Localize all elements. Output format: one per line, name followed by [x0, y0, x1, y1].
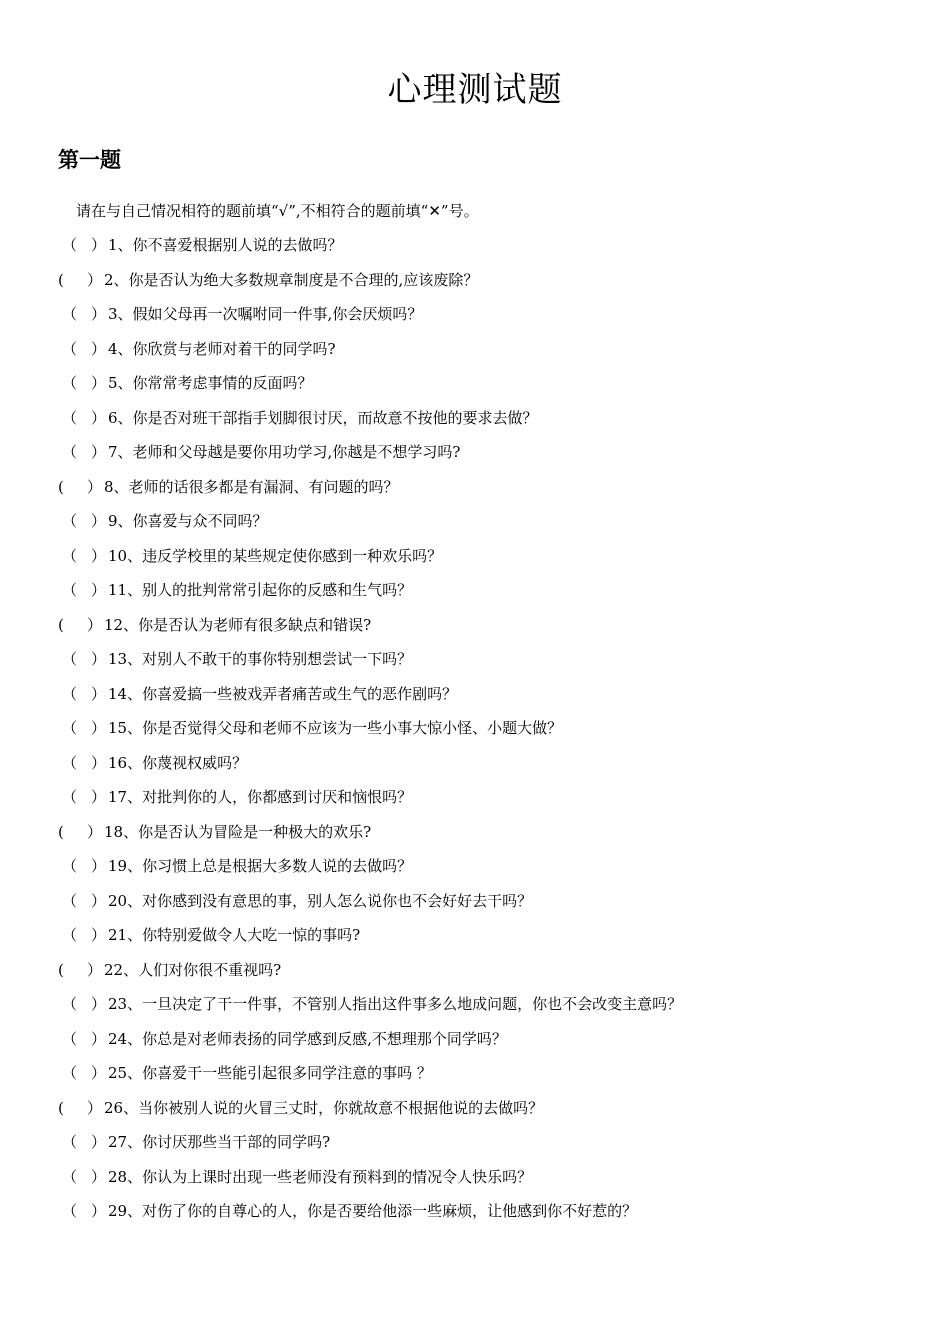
question-text: 26、当你被别人说的火冒三丈时，你就故意不根据他说的去做吗？	[104, 1098, 544, 1117]
open-paren: （	[62, 753, 78, 772]
answer-blank[interactable]	[58, 959, 104, 981]
question-text: 11、别人的批判常常引起你的反感和生气吗？	[108, 581, 413, 599]
question-item	[0, 855, 950, 890]
open-paren: （	[62, 926, 78, 944]
question-text: 17、对批判你的人，你都感到讨厌和恼恨吗？	[108, 788, 413, 806]
answer-blank[interactable]	[62, 786, 108, 808]
open-paren: （	[62, 443, 78, 461]
close-paren: ）	[90, 1167, 106, 1186]
answer-blank[interactable]	[62, 717, 108, 739]
open-paren: （	[62, 1202, 78, 1220]
answer-blank[interactable]	[58, 614, 104, 636]
instruction-text: 请在与自己情况相符的题前填“√”,不相符合的题前填“✕”号。	[76, 202, 479, 220]
answer-blank[interactable]	[58, 269, 104, 291]
open-paren: （	[62, 236, 78, 254]
close-paren: ）	[90, 1133, 106, 1151]
answer-blank[interactable]	[58, 821, 104, 843]
answer-blank[interactable]	[62, 855, 108, 877]
question-text: 24、你总是对老师表扬的同学感到反感,不想理那个同学吗？	[108, 1029, 507, 1048]
question-item	[0, 890, 950, 925]
question-item	[0, 1131, 950, 1166]
close-paren: ）	[90, 581, 106, 599]
close-paren: ）	[90, 305, 106, 323]
open-paren: （	[62, 581, 78, 599]
close-paren: ）	[86, 1098, 102, 1117]
close-paren: ）	[90, 857, 106, 875]
open-paren: （	[62, 891, 78, 910]
question-item	[0, 1200, 950, 1235]
question-text: 3、假如父母再一次嘱咐同一件事,你会厌烦吗？	[108, 305, 423, 323]
question-text: 27、你讨厌那些当干部的同学吗?	[108, 1133, 331, 1151]
question-text: 14、你喜爱搞一些被戏弄者痛苦或生气的恶作剧吗？	[108, 684, 458, 703]
close-paren: ）	[86, 270, 102, 289]
question-item	[0, 683, 950, 718]
answer-blank[interactable]	[62, 890, 108, 912]
open-paren: (	[58, 1098, 64, 1117]
open-paren: (	[58, 960, 64, 979]
answer-blank[interactable]	[62, 1166, 108, 1188]
question-item	[0, 1062, 950, 1097]
answer-blank[interactable]	[62, 924, 108, 946]
close-paren: ）	[90, 512, 106, 530]
answer-blank[interactable]	[62, 683, 108, 705]
open-paren: （	[62, 1167, 78, 1186]
answer-blank[interactable]	[62, 579, 108, 601]
answer-blank[interactable]	[62, 1028, 108, 1050]
question-item	[0, 786, 950, 821]
answer-blank[interactable]	[62, 303, 108, 325]
question-item	[0, 614, 950, 649]
open-paren: (	[58, 822, 64, 841]
question-item	[0, 545, 950, 580]
open-paren: （	[62, 719, 78, 737]
question-item	[0, 1166, 950, 1201]
page-title: 心理测试题	[387, 70, 563, 110]
close-paren: ）	[86, 822, 102, 841]
answer-blank[interactable]	[62, 752, 108, 774]
answer-blank[interactable]	[62, 648, 108, 670]
answer-blank[interactable]	[62, 372, 108, 394]
close-paren: ）	[90, 546, 106, 565]
close-paren: ）	[90, 891, 106, 910]
question-item	[0, 821, 950, 856]
close-paren: ）	[90, 926, 106, 944]
close-paren: ）	[86, 615, 102, 634]
open-paren: （	[62, 512, 78, 530]
question-text: 10、违反学校里的某些规定使你感到一种欢乐吗？	[108, 546, 443, 565]
open-paren: （	[62, 305, 78, 323]
question-text: 6、你是否对班干部指手划脚很讨厌，而故意不按他的要求去做？	[108, 408, 538, 427]
open-paren: （	[62, 1133, 78, 1151]
close-paren: ）	[90, 684, 106, 703]
question-text: 22、人们对你很不重视吗?	[104, 960, 282, 979]
question-item	[0, 579, 950, 614]
question-text: 23、一旦决定了干一件事，不管别人指出这件事多么地成问题，你也不会改变主意吗？	[108, 995, 683, 1013]
answer-blank[interactable]	[62, 338, 108, 360]
open-paren: (	[58, 615, 64, 634]
question-item	[0, 372, 950, 407]
close-paren: ）	[90, 374, 106, 392]
close-paren: ）	[90, 408, 106, 427]
open-paren: （	[62, 995, 78, 1013]
question-text: 16、你蔑视权威吗？	[108, 753, 248, 772]
question-text: 21、你特别爱做令人大吃一惊的事吗?	[108, 926, 361, 944]
question-item	[0, 234, 950, 269]
close-paren: ）	[90, 1202, 106, 1220]
open-paren: (	[58, 270, 64, 289]
question-text: 2、你是否认为绝大多数规章制度是不合理的,应该废除？	[104, 270, 479, 289]
answer-blank[interactable]	[62, 510, 108, 532]
open-paren: （	[62, 408, 78, 427]
question-list	[0, 234, 950, 1235]
open-paren: （	[62, 1029, 78, 1048]
question-item	[0, 959, 950, 994]
open-paren: (	[58, 477, 64, 496]
question-text: 28、你认为上课时出现一些老师没有预料到的情况令人快乐吗？	[108, 1167, 533, 1186]
open-paren: （	[62, 374, 78, 392]
answer-blank[interactable]	[62, 1200, 108, 1222]
question-text: 18、你是否认为冒险是一种极大的欢乐?	[104, 822, 372, 841]
answer-blank[interactable]	[62, 441, 108, 463]
question-text: 29、对伤了你的自尊心的人，你是否要给他添一些麻烦，让他感到你不好惹的？	[108, 1202, 638, 1220]
answer-blank[interactable]	[62, 234, 108, 256]
answer-blank[interactable]	[62, 993, 108, 1015]
open-paren: （	[62, 650, 78, 668]
question-item	[0, 269, 950, 304]
question-item	[0, 1097, 950, 1132]
question-text: 7、老师和父母越是要你用功学习,你越是不想学习吗?	[108, 443, 461, 461]
close-paren: ）	[90, 719, 106, 737]
question-text: 9、你喜爱与众不同吗？	[108, 512, 268, 530]
open-paren: （	[62, 339, 78, 358]
answer-blank[interactable]	[58, 1097, 104, 1119]
open-paren: （	[62, 788, 78, 806]
section-heading: 第一题	[58, 148, 121, 172]
close-paren: ）	[90, 1064, 106, 1082]
close-paren: ）	[90, 236, 106, 254]
answer-blank[interactable]	[62, 545, 108, 567]
close-paren: ）	[86, 477, 102, 496]
question-text: 8、老师的话很多都是有漏洞、有问题的吗？	[104, 477, 399, 496]
question-text: 19、你习惯上总是根据大多数人说的去做吗？	[108, 857, 413, 875]
question-text: 15、你是否觉得父母和老师不应该为一些小事大惊小怪、小题大做？	[108, 719, 563, 737]
answer-blank[interactable]	[62, 1062, 108, 1084]
close-paren: ）	[90, 1029, 106, 1048]
question-text: 1、你不喜爱根据别人说的去做吗？	[108, 236, 343, 254]
close-paren: ）	[90, 753, 106, 772]
question-text: 13、对别人不敢干的事你特别想尝试一下吗？	[108, 650, 413, 668]
open-paren: （	[62, 684, 78, 703]
question-item	[0, 648, 950, 683]
question-item	[0, 407, 950, 442]
answer-blank[interactable]	[58, 476, 104, 498]
close-paren: ）	[90, 995, 106, 1013]
question-item	[0, 993, 950, 1028]
question-text: 25、你喜爱干一些能引起很多同学注意的事吗 ？	[108, 1064, 432, 1082]
answer-blank[interactable]	[62, 407, 108, 429]
question-text: 12、你是否认为老师有很多缺点和错误?	[104, 615, 372, 634]
close-paren: ）	[90, 788, 106, 806]
answer-blank[interactable]	[62, 1131, 108, 1153]
question-item	[0, 510, 950, 545]
close-paren: ）	[86, 960, 102, 979]
question-text: 5、你常常考虑事情的反面吗？	[108, 374, 313, 392]
close-paren: ）	[90, 443, 106, 461]
close-paren: ）	[90, 339, 106, 358]
question-item	[0, 1028, 950, 1063]
question-item	[0, 717, 950, 752]
open-paren: （	[62, 1064, 78, 1082]
open-paren: （	[62, 546, 78, 565]
question-item	[0, 338, 950, 373]
question-item	[0, 924, 950, 959]
question-item	[0, 476, 950, 511]
question-text: 4、你欣赏与老师对着干的同学吗?	[108, 339, 336, 358]
open-paren: （	[62, 857, 78, 875]
question-item	[0, 441, 950, 476]
question-text: 20、对你感到没有意思的事，别人怎么说你也不会好好去干吗？	[108, 891, 533, 910]
close-paren: ）	[90, 650, 106, 668]
question-item	[0, 752, 950, 787]
question-item	[0, 303, 950, 338]
